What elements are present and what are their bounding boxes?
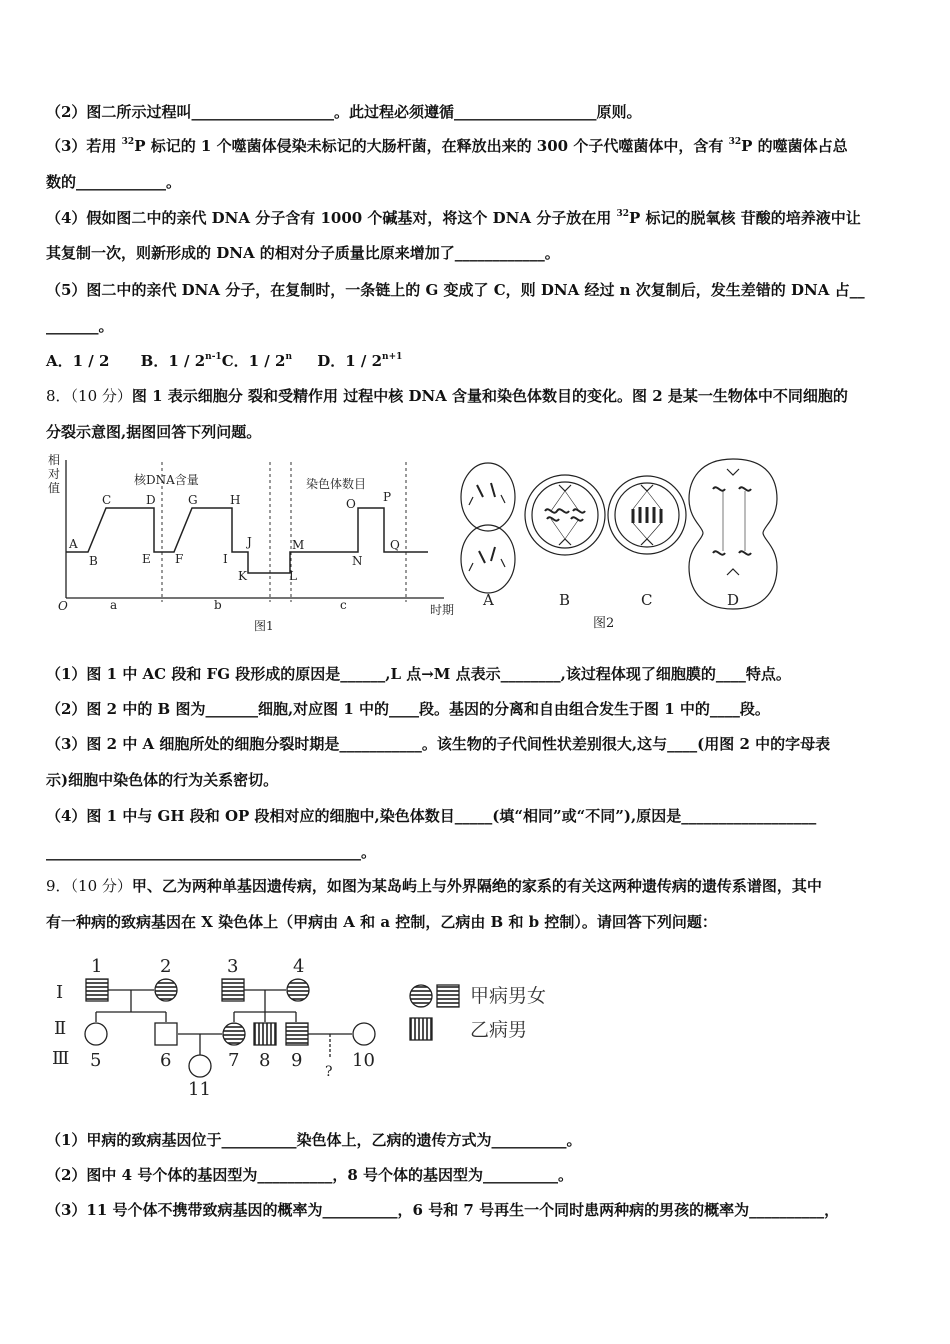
dna-label: 核DNA含量	[134, 473, 199, 487]
point-m-label: M	[292, 538, 305, 552]
point-h-label: H	[230, 493, 241, 507]
y-label-3: 值	[48, 481, 61, 495]
q8-stem-line2: 分裂示意图,据图回答下列问题。	[46, 423, 262, 441]
legend-yi-label: 乙病男	[470, 1019, 528, 1041]
pedigree-chart	[50, 950, 570, 1100]
cell-d	[689, 459, 777, 609]
individual-7	[223, 1023, 245, 1045]
individual-11	[189, 1055, 211, 1077]
q9-stem-line1: 9．（10 分）甲、乙为两种单基因遗传病，如图为某岛屿上与外界隔绝的家系的有关这两种遗传病的遗传系谱图，其中	[46, 877, 822, 895]
point-j-label: J	[247, 535, 252, 549]
option-c: C．1 / 2$^n$	[221, 352, 292, 370]
cell-b	[525, 475, 605, 555]
individual-6	[155, 1023, 177, 1045]
q9-sub3: （3）11 号个体不携带致病基因的概率为__________，6 号和 7 号再生一个同时患两种病的男孩的概率为__________，	[46, 1201, 840, 1219]
figure-2-caption: 图2	[593, 616, 615, 631]
unknown-offspring-label: ?	[325, 1064, 333, 1080]
x-axis-label: 时期	[430, 603, 455, 617]
figure-2-cells	[455, 455, 785, 635]
q7-part2: （2）图二所示过程叫___________________。此过程必须遵循___________________原则。	[46, 103, 642, 121]
q8-sub4-line2: __________________________________________。	[46, 843, 377, 861]
point-g-label: G	[188, 493, 198, 507]
point-b-label: B	[89, 554, 98, 568]
figure-1-graph	[44, 452, 464, 637]
individual-3-label: 3	[227, 956, 239, 977]
q8-sub3-line1: （3）图 2 中 A 细胞所处的细胞分裂时期是___________。该生物的子代间性状差别很大,这与____(用图 2 中的字母表	[46, 735, 831, 753]
q8-stem-line1: 8．（10 分）图 1 表示细胞分 裂和受精作用 过程中核 DNA 含量和染色体数目的变化。图 2 是某一生物体中不同细胞的	[46, 387, 848, 405]
origin-label: O	[58, 599, 68, 613]
individual-10-label: 10	[352, 1050, 375, 1071]
legend-jia-label: 甲病男女	[470, 985, 547, 1007]
point-q-label: Q	[390, 538, 400, 552]
y-label-2: 对	[48, 467, 61, 481]
y-label-1: 相	[48, 453, 61, 467]
q7-options	[46, 351, 402, 371]
point-l-label: L	[289, 569, 297, 583]
individual-10	[353, 1023, 375, 1045]
point-o-label: O	[346, 497, 356, 511]
individual-1	[86, 979, 108, 1001]
q7-part4-line1: （4）假如图二中的亲代 DNA 分子含有 1000 个碱基对，将这个 DNA 分子放在用 $^{32}$P 标记的脱氧核 苷酸的培养液中让	[46, 209, 861, 227]
cell-a	[461, 463, 515, 593]
q8-sub3-line2: 示)细胞中染色体的行为关系密切。	[46, 771, 279, 789]
point-k-label: K	[238, 569, 247, 583]
individual-2	[155, 979, 177, 1001]
chrom-label: 染色体数目	[306, 477, 367, 491]
point-c-label: C	[102, 493, 112, 507]
individual-3	[222, 979, 244, 1001]
individual-1-label: 1	[91, 956, 103, 977]
q7-part5-line2: _______。	[46, 317, 114, 335]
individual-8-label: 8	[259, 1050, 271, 1071]
cell-c-label: C	[641, 591, 653, 609]
individual-6-label: 6	[160, 1050, 172, 1071]
individual-5	[85, 1023, 107, 1045]
individual-11-label: 11	[188, 1079, 211, 1100]
individual-4-label: 4	[293, 956, 305, 977]
figure-1-caption: 图1	[254, 619, 274, 633]
point-n-label: N	[352, 554, 363, 568]
point-p-label: P	[383, 490, 392, 504]
point-d-label: D	[146, 493, 156, 507]
q7-part5-line1: （5）图二中的亲代 DNA 分子，在复制时，一条链上的 G 变成了 C，则 DNA 经过 n 次复制后，发生差错的 DNA 占__	[46, 281, 865, 299]
individual-4	[287, 979, 309, 1001]
cell-b-label: B	[559, 591, 571, 609]
q9-sub2: （2）图中 4 号个体的基因型为__________，8 号个体的基因型为__________。	[46, 1166, 573, 1184]
legend-jia-female	[410, 985, 432, 1007]
generation-3-label: Ⅲ	[52, 1048, 70, 1069]
q8-sub4-line1: （4）图 1 中与 GH 段和 OP 段相对应的细胞中,染色体数目_____(填“相同”或“不同”),原因是__________________	[46, 807, 817, 825]
legend-jia-male	[437, 985, 459, 1007]
segment-b-label: b	[214, 598, 222, 612]
option-a: A．1 / 2	[46, 352, 110, 370]
point-f-label: F	[175, 552, 184, 566]
generation-2-label: Ⅱ	[54, 1018, 67, 1039]
option-d: D．$1 / 2^{n+1}$	[317, 352, 403, 370]
cell-d-label: D	[727, 591, 740, 609]
q7-part3-line2: 数的____________。	[46, 173, 182, 191]
point-i-label: I	[223, 552, 228, 566]
legend-yi-male	[410, 1018, 432, 1040]
option-b: B．1 / 2$^{n-1}$	[140, 352, 222, 370]
segment-c-label: c	[340, 598, 347, 612]
q7-part3-line1: （3）若用 $^{32}$P 标记的 1 个噬菌体侵染未标记的大肠杆菌，在释放出来的 300 个子代噬菌体中，含有 $^{32}$P 的噬菌体占总	[46, 137, 848, 155]
cell-a-label: A	[483, 591, 494, 609]
individual-7-label: 7	[228, 1050, 240, 1071]
individual-9	[286, 1023, 308, 1045]
segment-a-label: a	[110, 598, 118, 612]
individual-8	[254, 1023, 276, 1045]
point-a-label: A	[69, 537, 78, 551]
individual-2-label: 2	[160, 956, 172, 977]
q8-sub1: （1）图 1 中 AC 段和 FG 段形成的原因是______,L 点→M 点表示________,该过程体现了细胞膜的____特点。	[46, 665, 791, 683]
individual-9-label: 9	[291, 1050, 303, 1071]
point-e-label: E	[142, 552, 151, 566]
q7-part4-line2: 其复制一次，则新形成的 DNA 的相对分子质量比原来增加了____________。	[46, 244, 560, 262]
generation-1-label: Ⅰ	[56, 982, 64, 1003]
cell-c	[608, 476, 686, 554]
q9-sub1: （1）甲病的致病基因位于__________染色体上，乙病的遗传方式为__________。	[46, 1131, 582, 1149]
q8-sub2: （2）图 2 中的 B 图为_______细胞,对应图 1 中的____段。基因的分离和自由组合发生于图 1 中的____段。	[46, 700, 770, 718]
q9-stem-line2: 有一种病的致病基因在 X 染色体上（甲病由 A 和 a 控制，乙病由 B 和 b 控制）。请回答下列问题：	[46, 913, 717, 931]
individual-5-label: 5	[90, 1050, 102, 1071]
